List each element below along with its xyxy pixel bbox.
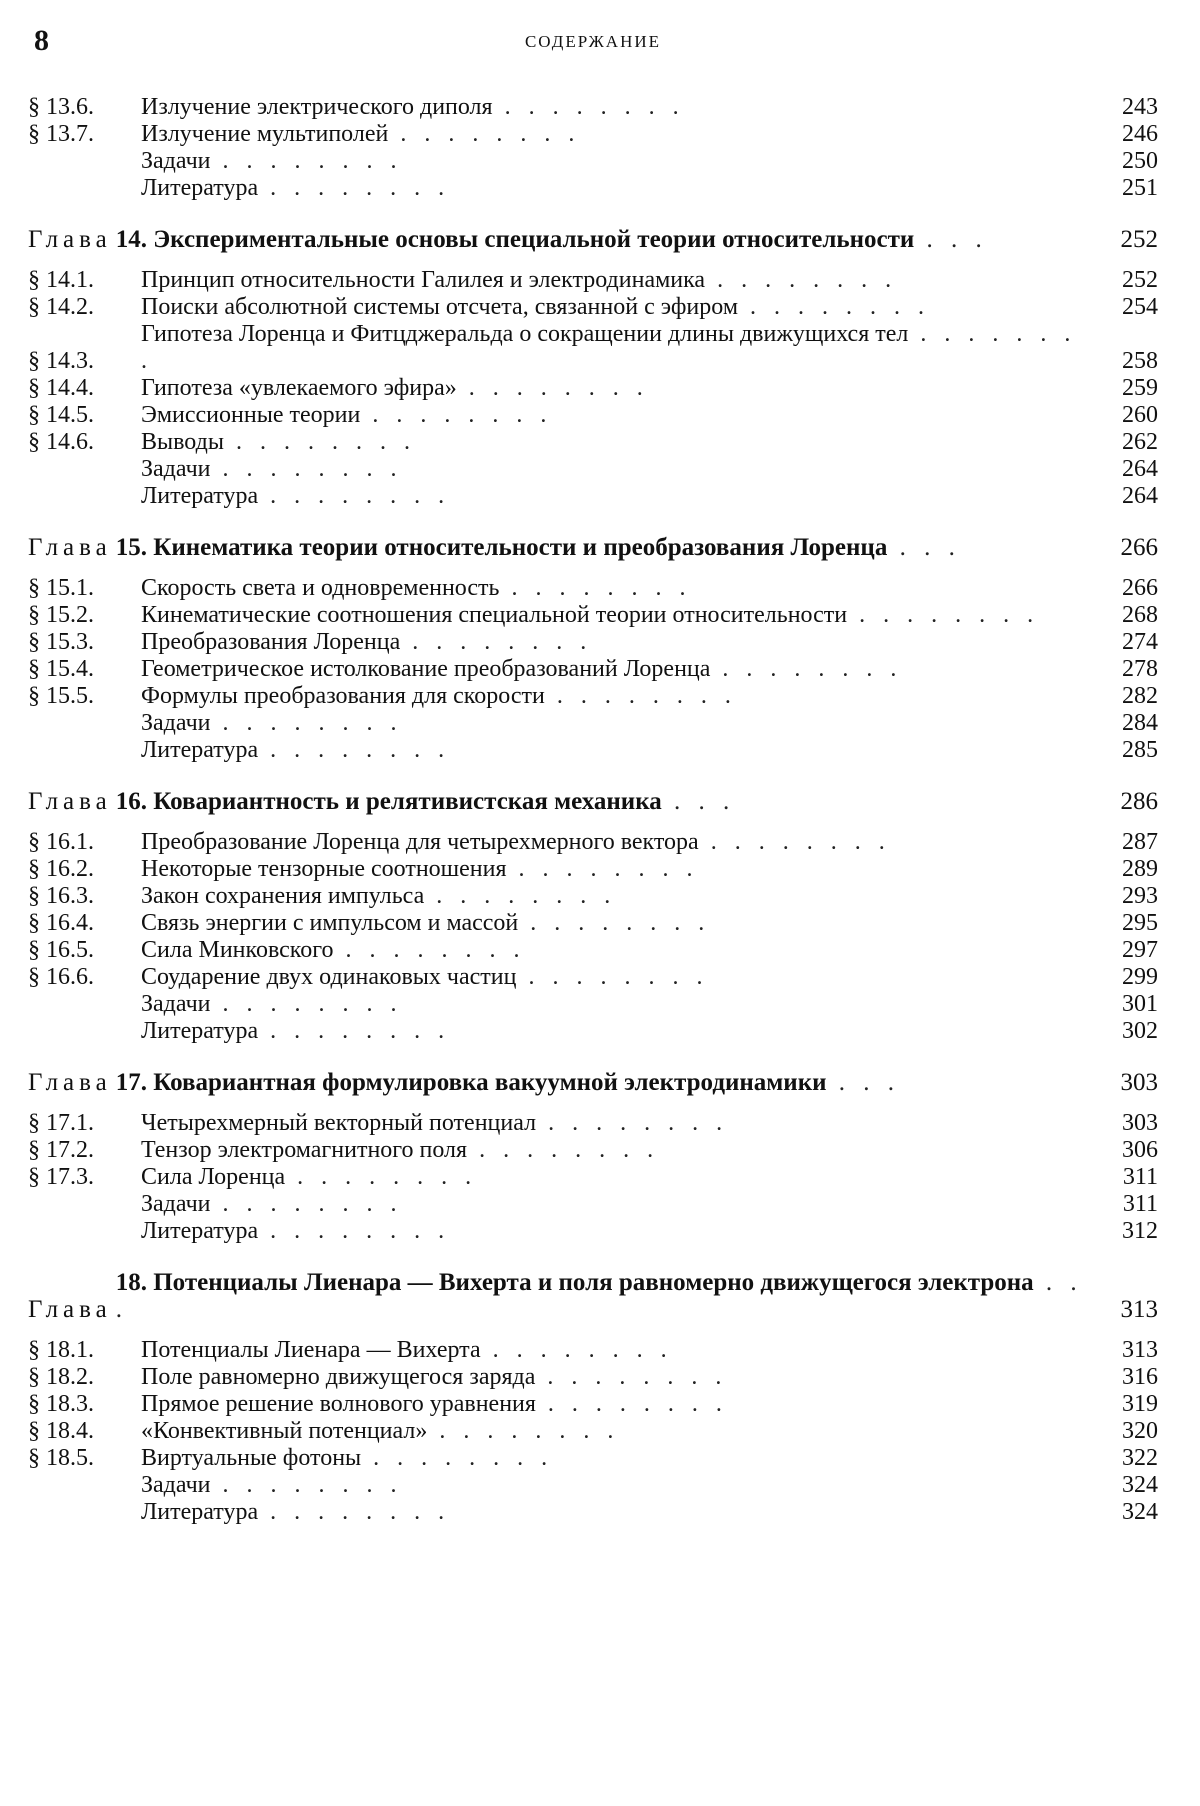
chapter-block: [28, 788, 1158, 1045]
dot-leader: . . . . . . . .: [480, 1337, 673, 1363]
chapter-block: [28, 1069, 1158, 1245]
chapter-title: 15. Кинематика теории относительности и преобразования Лоренца . . .: [115, 534, 961, 561]
dot-leader: . . . . . . . .: [456, 375, 649, 401]
entry-page: 266: [1122, 575, 1158, 601]
entry-page: 278: [1122, 656, 1158, 682]
entry-page: 302: [1122, 1018, 1158, 1044]
entry-page: 293: [1122, 883, 1158, 909]
dot-leader: . . . . . . . .: [258, 175, 451, 201]
chapter-page: 303: [1120, 1069, 1158, 1096]
toc-entry: [28, 1337, 1158, 1364]
toc-entry: [28, 575, 1158, 602]
entry-title: Прямое решение волнового уравнения . . . . . . . .: [141, 1391, 728, 1417]
entry-page: 316: [1122, 1364, 1158, 1390]
entry-title: Задачи . . . . . . . .: [141, 1472, 403, 1498]
entry-page: 274: [1122, 629, 1158, 655]
chapter-label: Глава: [28, 788, 112, 815]
section-number: § 13.7.: [28, 121, 94, 147]
chapter-block: [28, 534, 1158, 764]
section-number: § 15.5.: [28, 683, 94, 709]
toc-entry: [28, 1191, 1158, 1218]
entry-title: Преобразования Лоренца . . . . . . . .: [141, 629, 593, 655]
entry-title: Сила Минковского . . . . . . . .: [141, 937, 526, 963]
toc-entry: [28, 148, 1158, 175]
dot-leader: . . . . . . . .: [518, 910, 711, 936]
chapter-heading: [28, 788, 1158, 815]
dot-leader: . . . . . . . .: [333, 937, 526, 963]
entry-page: 254: [1122, 294, 1158, 320]
entry-title: Сила Лоренца . . . . . . . .: [141, 1164, 478, 1190]
entry-page: 284: [1122, 710, 1158, 736]
dot-leader: . . . . . . . .: [738, 294, 930, 320]
section-number: § 15.3.: [28, 629, 94, 655]
dot-leader: . . . . . . . .: [360, 402, 553, 428]
toc-entry: [28, 856, 1158, 883]
dot-leader: . . . . . . . .: [258, 1218, 451, 1244]
toc-entry: [28, 1499, 1158, 1526]
entry-title: Литература . . . . . . . .: [141, 1018, 451, 1044]
entry-title: Четырехмерный векторный потенциал . . . . . . . .: [141, 1110, 729, 1136]
entry-page: 312: [1122, 1218, 1158, 1244]
dot-leader: . . . . . . . .: [141, 321, 1077, 374]
entry-title: Соударение двух одинаковых частиц . . . . . . . .: [141, 964, 709, 990]
entry-title: Виртуальные фотоны . . . . . . . .: [141, 1445, 554, 1471]
toc-entry: [28, 829, 1158, 856]
dot-leader: . . . . . . . .: [258, 1018, 451, 1044]
toc-entry: [28, 294, 1158, 321]
toc-entry: [28, 964, 1158, 991]
section-number: § 16.5.: [28, 937, 94, 963]
chapter-heading: [28, 534, 1158, 561]
chapter-label: Глава: [28, 1069, 112, 1096]
section-number: § 18.3.: [28, 1391, 94, 1417]
section-number: § 18.5.: [28, 1445, 94, 1471]
chapter-title: 16. Ковариантность и релятивистская механика . . .: [115, 788, 736, 815]
dot-leader: . . . . . . . .: [506, 856, 699, 882]
entry-title: Литература . . . . . . . .: [141, 737, 451, 763]
entry-title: Задачи . . . . . . . .: [141, 148, 403, 174]
entry-title: Скорость света и одновременность . . . . . . . .: [141, 575, 692, 601]
section-number: § 18.2.: [28, 1364, 94, 1390]
toc-entry: [28, 1472, 1158, 1499]
entry-title: «Конвективный потенциал» . . . . . . . .: [141, 1418, 620, 1444]
toc-entry: [28, 402, 1158, 429]
section-number: § 13.6.: [28, 94, 94, 120]
dot-leader: . . . . . . . .: [467, 1137, 660, 1163]
toc-entry: [28, 937, 1158, 964]
running-title: СОДЕРЖАНИЕ: [524, 32, 662, 51]
toc-entry: [28, 483, 1158, 510]
toc-entry: [28, 910, 1158, 937]
dot-leader: . . . . . . . .: [210, 991, 403, 1017]
dot-leader: . . . . . . . .: [424, 883, 617, 909]
dot-leader: . . . . . . . .: [388, 121, 581, 147]
chapter-page: 286: [1120, 788, 1158, 815]
toc-entry: [28, 321, 1158, 375]
entry-title: Литература . . . . . . . .: [141, 1499, 451, 1525]
dot-leader: . . . . . . . .: [544, 683, 737, 709]
entry-page: 259: [1122, 375, 1158, 401]
dot-leader: . . . . . . . .: [210, 1191, 403, 1217]
entry-page: 262: [1122, 429, 1158, 455]
toc-entry: [28, 629, 1158, 656]
entry-title: Литература . . . . . . . .: [141, 483, 451, 509]
chapter-block: [28, 1269, 1158, 1526]
chapter-page: 266: [1120, 534, 1158, 561]
entry-page: 252: [1122, 267, 1158, 293]
chapter-page: 313: [1120, 1296, 1158, 1323]
dot-leader: . . . . . . . .: [698, 829, 891, 855]
chapter-block: [28, 226, 1158, 510]
entry-title: Эмиссионные теории . . . . . . . .: [141, 402, 553, 428]
dot-leader: . . . . . . . .: [705, 267, 898, 293]
entry-title: Выводы . . . . . . . .: [141, 429, 416, 455]
section-number: § 17.1.: [28, 1110, 94, 1136]
entry-page: 282: [1122, 683, 1158, 709]
toc-entry: [28, 1137, 1158, 1164]
dot-leader: . . . . . . . .: [516, 964, 709, 990]
entry-title: Излучение мультиполей . . . . . . . .: [141, 121, 581, 147]
entry-page: 319: [1122, 1391, 1158, 1417]
entry-page: 313: [1122, 1337, 1158, 1363]
toc-entry: [28, 429, 1158, 456]
toc-entry: [28, 737, 1158, 764]
entry-page: 251: [1122, 175, 1158, 201]
entry-page: 268: [1122, 602, 1158, 628]
toc-entry: [28, 267, 1158, 294]
table-of-contents: [28, 94, 1158, 1526]
entry-title: Тензор электромагнитного поля . . . . . . . .: [141, 1137, 660, 1163]
chapter-title: 17. Ковариантная формулировка вакуумной электродинамики . . .: [115, 1069, 901, 1096]
dot-leader: . . . . . . . .: [492, 94, 685, 120]
section-number: § 15.4.: [28, 656, 94, 682]
chapter-title: 18. Потенциалы Лиенара — Вихерта и поля равномерно движущегося электрона . . .: [115, 1269, 1083, 1323]
toc-entry: [28, 656, 1158, 683]
entry-title: Задачи . . . . . . . .: [141, 991, 403, 1017]
chapter-heading: [28, 1069, 1158, 1096]
section-number: § 14.4.: [28, 375, 94, 401]
entry-title: Литература . . . . . . . .: [141, 1218, 451, 1244]
entry-title: Принцип относительности Галилея и электродинамика . . . . . . . .: [141, 267, 898, 293]
dot-leader: . . . . . . . .: [710, 656, 903, 682]
entry-title: Излучение электрического диполя . . . . . . . .: [141, 94, 685, 120]
entry-page: 258: [1122, 348, 1158, 374]
dot-leader: . . . . . . . .: [258, 1499, 451, 1525]
toc-entry: [28, 1218, 1158, 1245]
section-number: § 15.2.: [28, 602, 94, 628]
dot-leader: . . . . . . . .: [427, 1418, 620, 1444]
entry-page: 311: [1122, 1191, 1158, 1217]
page-number: 8: [34, 24, 49, 57]
chapter-label: Глава: [28, 1296, 112, 1323]
section-number: § 18.1.: [28, 1337, 94, 1363]
section-number: § 18.4.: [28, 1418, 94, 1444]
toc-entry: [28, 456, 1158, 483]
toc-entry: [28, 883, 1158, 910]
entry-title: Гипотеза Лоренца и Фитцджеральда о сокращении длины движущихся тел . . . . . . . .: [141, 321, 1077, 374]
entry-title: Некоторые тензорные соотношения . . . . . . . .: [141, 856, 699, 882]
chapter-page: 252: [1120, 226, 1158, 253]
section-number: § 14.6.: [28, 429, 94, 455]
chapter-heading: [28, 226, 1158, 253]
toc-entry: [28, 602, 1158, 629]
toc-entry: [28, 683, 1158, 710]
entry-title: Формулы преобразования для скорости . . . . . . . .: [141, 683, 737, 709]
toc-entry: [28, 1364, 1158, 1391]
section-number: § 17.2.: [28, 1137, 94, 1163]
dot-leader: . . . . . . . .: [361, 1445, 554, 1471]
dot-leader: . . .: [115, 1269, 1083, 1323]
dot-leader: . . . . . . . .: [499, 575, 692, 601]
dot-leader: . . . . . . . .: [210, 1472, 403, 1498]
chapter-heading: [28, 1269, 1158, 1323]
section-number: § 17.3.: [28, 1164, 94, 1190]
toc-entry: [28, 94, 1158, 121]
section-number: § 16.2.: [28, 856, 94, 882]
toc-entry: [28, 1164, 1158, 1191]
entry-page: 264: [1122, 483, 1158, 509]
entry-page: 311: [1122, 1164, 1158, 1190]
entry-page: 324: [1122, 1499, 1158, 1525]
dot-leader: . . .: [661, 788, 736, 815]
entry-title: Поле равномерно движущегося заряда . . . . . . . .: [141, 1364, 728, 1390]
entry-page: 260: [1122, 402, 1158, 428]
entry-title: Преобразование Лоренца для четырехмерного вектора . . . . . . . .: [141, 829, 891, 855]
dot-leader: . . .: [887, 534, 961, 561]
dot-leader: . . . . . . . .: [285, 1164, 478, 1190]
entry-title: Поиски абсолютной системы отсчета, связанной с эфиром . . . . . . . .: [141, 294, 930, 320]
dot-leader: . . .: [914, 226, 988, 253]
toc-entry: [28, 1445, 1158, 1472]
toc-entry: [28, 710, 1158, 737]
toc-entry: [28, 1018, 1158, 1045]
entry-title: Гипотеза «увлекаемого эфира» . . . . . . . .: [141, 375, 649, 401]
entry-page: 287: [1122, 829, 1158, 855]
entry-page: 246: [1122, 121, 1158, 147]
dot-leader: . . . . . . . .: [535, 1391, 728, 1417]
entry-page: 285: [1122, 737, 1158, 763]
entry-page: 299: [1122, 964, 1158, 990]
section-number: § 14.1.: [28, 267, 94, 293]
entry-page: 306: [1122, 1137, 1158, 1163]
dot-leader: . . . . . . . .: [223, 429, 416, 455]
section-number: § 15.1.: [28, 575, 94, 601]
entry-page: 303: [1122, 1110, 1158, 1136]
entry-page: 264: [1122, 456, 1158, 482]
section-number: § 14.3.: [28, 348, 94, 374]
dot-leader: . . . . . . . .: [536, 1110, 729, 1136]
chapter-title: 14. Экспериментальные основы специальной теории относительности . . .: [115, 226, 988, 253]
toc-entry: [28, 1391, 1158, 1418]
entry-page: 295: [1122, 910, 1158, 936]
entry-title: Геометрическое истолкование преобразований Лоренца . . . . . . . .: [141, 656, 903, 682]
toc-page: [28, 18, 1158, 1526]
entry-title: Потенциалы Лиенара — Вихерта . . . . . . . .: [141, 1337, 673, 1363]
dot-leader: . . . . . . . .: [210, 148, 403, 174]
dot-leader: . . . . . . . .: [847, 602, 1040, 628]
entry-page: 297: [1122, 937, 1158, 963]
dot-leader: . . . . . . . .: [258, 483, 451, 509]
entry-page: 320: [1122, 1418, 1158, 1444]
entry-title: Закон сохранения импульса . . . . . . . .: [141, 883, 617, 909]
chapter-label: Глава: [28, 534, 112, 561]
chapter-label: Глава: [28, 226, 112, 253]
dot-leader: . . . . . . . .: [400, 629, 593, 655]
entry-page: 243: [1122, 94, 1158, 120]
section-number: § 16.3.: [28, 883, 94, 909]
entry-page: 322: [1122, 1445, 1158, 1471]
entry-title: Литература . . . . . . . .: [141, 175, 451, 201]
entry-title: Кинематические соотношения специальной теории относительности . . . . . . . .: [141, 602, 1040, 628]
entry-title: Задачи . . . . . . . .: [141, 1191, 403, 1217]
entry-title: Связь энергии с импульсом и массой . . . . . . . .: [141, 910, 711, 936]
entry-page: 289: [1122, 856, 1158, 882]
entry-title: Задачи . . . . . . . .: [141, 456, 403, 482]
toc-entry: [28, 1418, 1158, 1445]
section-number: § 16.1.: [28, 829, 94, 855]
dot-leader: . . .: [826, 1069, 901, 1096]
dot-leader: . . . . . . . .: [210, 710, 403, 736]
toc-entry: [28, 375, 1158, 402]
toc-entry: [28, 175, 1158, 202]
section-number: § 14.5.: [28, 402, 94, 428]
toc-entry: [28, 121, 1158, 148]
entry-page: 324: [1122, 1472, 1158, 1498]
section-number: § 16.4.: [28, 910, 94, 936]
chapter-block: [28, 94, 1158, 202]
dot-leader: . . . . . . . .: [258, 737, 451, 763]
toc-entry: [28, 991, 1158, 1018]
dot-leader: . . . . . . . .: [210, 456, 403, 482]
entry-page: 301: [1122, 991, 1158, 1017]
dot-leader: . . . . . . . .: [535, 1364, 728, 1390]
section-number: § 16.6.: [28, 964, 94, 990]
page-header: [28, 18, 1158, 74]
entry-page: 250: [1122, 148, 1158, 174]
entry-title: Задачи . . . . . . . .: [141, 710, 403, 736]
section-number: § 14.2.: [28, 294, 94, 320]
toc-entry: [28, 1110, 1158, 1137]
